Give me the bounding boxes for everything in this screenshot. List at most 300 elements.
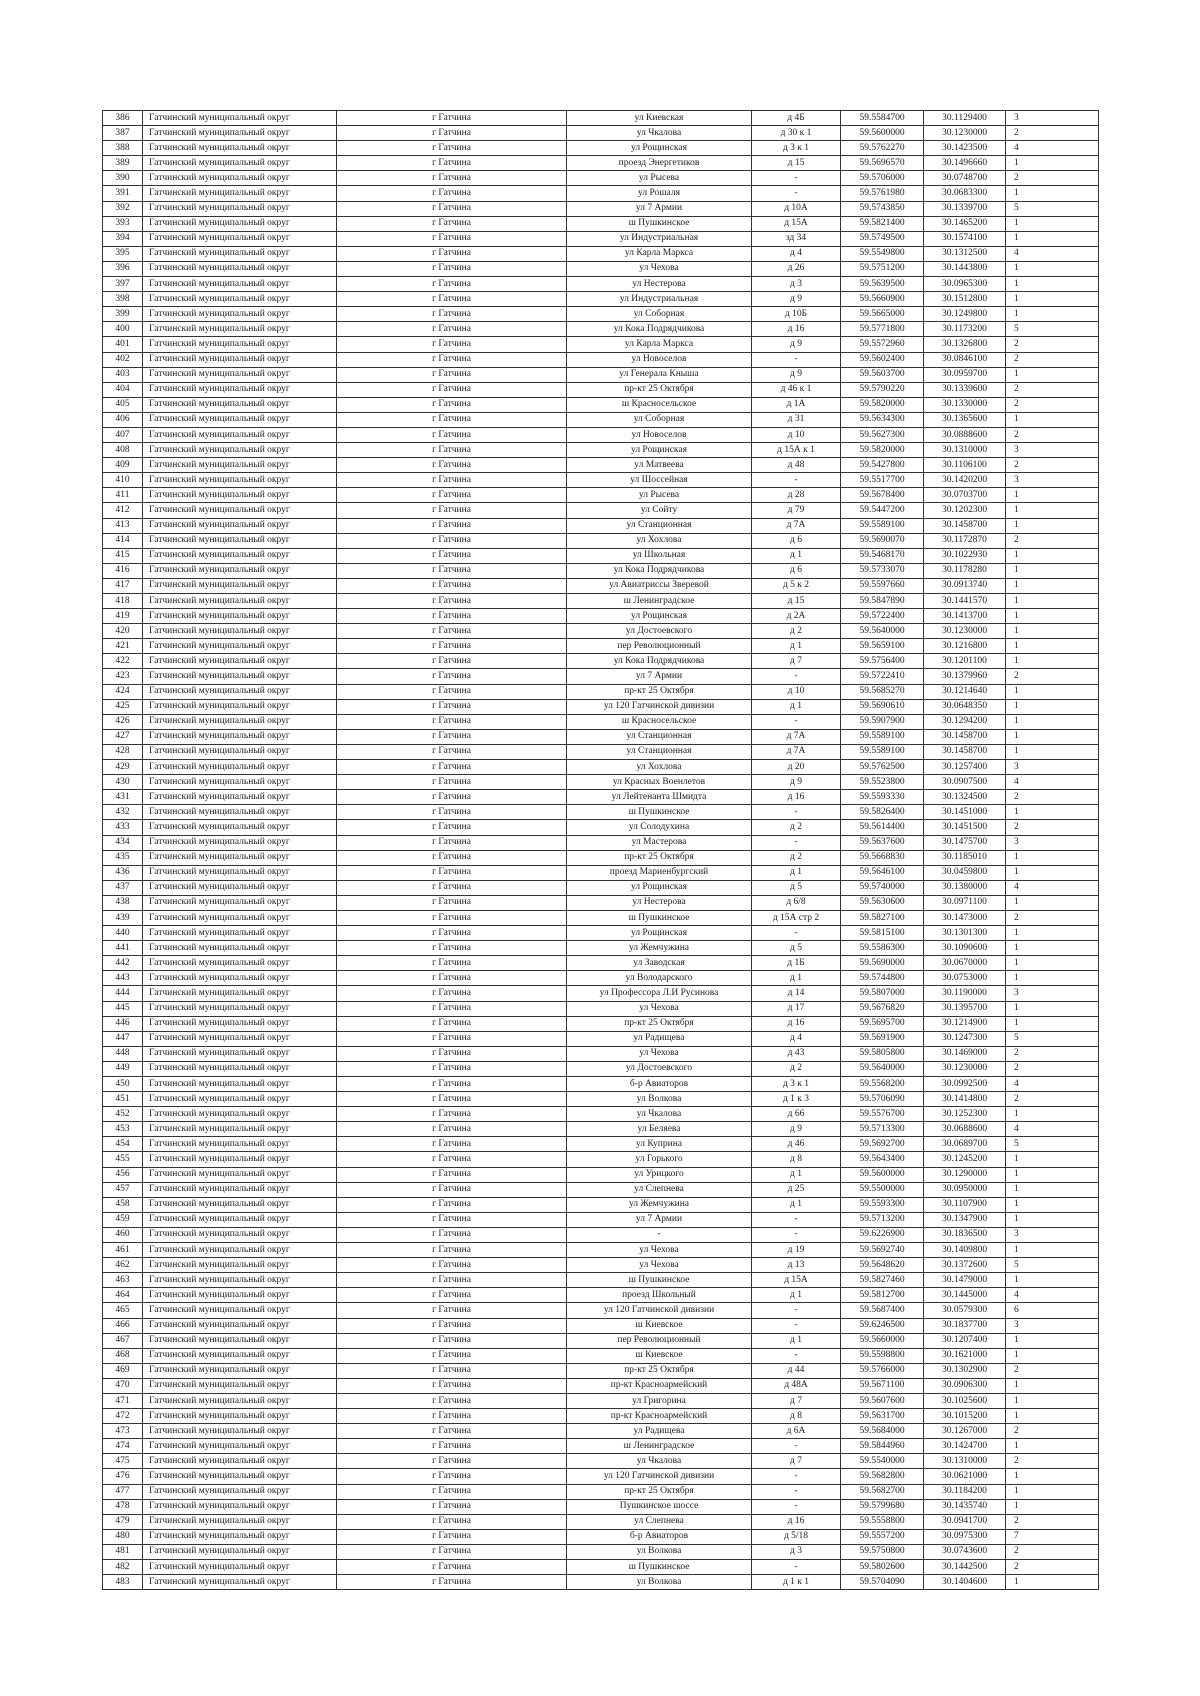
city-cell: г Гатчина xyxy=(337,443,567,458)
street-cell: ш Киевское xyxy=(567,1348,752,1363)
latitude-cell: 59.5690070 xyxy=(841,533,924,548)
house-cell: д 4 xyxy=(752,246,841,261)
row-number: 397 xyxy=(103,277,143,292)
city-cell: г Гатчина xyxy=(337,1393,567,1408)
count-cell: 5 xyxy=(1006,1258,1099,1273)
row-number: 395 xyxy=(103,246,143,261)
street-cell: ул Соборная xyxy=(567,412,752,427)
district-cell: Гатчинский муниципальный округ xyxy=(143,986,337,1001)
district-cell: Гатчинский муниципальный округ xyxy=(143,322,337,337)
district-cell: Гатчинский муниципальный округ xyxy=(143,563,337,578)
house-cell: д 8 xyxy=(752,1152,841,1167)
count-cell: 2 xyxy=(1006,1514,1099,1529)
table-row xyxy=(103,760,1099,775)
table-row xyxy=(103,141,1099,156)
latitude-cell: 59.5468170 xyxy=(841,548,924,563)
district-cell: Гатчинский муниципальный округ xyxy=(143,880,337,895)
latitude-cell: 59.5568200 xyxy=(841,1077,924,1092)
house-cell: д 7 xyxy=(752,1393,841,1408)
latitude-cell: 59.5815100 xyxy=(841,926,924,941)
house-cell: - xyxy=(752,714,841,729)
row-number: 463 xyxy=(103,1273,143,1288)
city-cell: г Гатчина xyxy=(337,352,567,367)
longitude-cell: 30.0992500 xyxy=(924,1077,1006,1092)
street-cell: ул Хохлова xyxy=(567,533,752,548)
street-cell: - xyxy=(567,1227,752,1242)
latitude-cell: 59.5640000 xyxy=(841,624,924,639)
longitude-cell: 30.0888600 xyxy=(924,427,1006,442)
table-row xyxy=(103,1454,1099,1469)
district-cell: Гатчинский муниципальный округ xyxy=(143,367,337,382)
street-cell: ул Рошаля xyxy=(567,186,752,201)
city-cell: г Гатчина xyxy=(337,926,567,941)
street-cell: ш Пушкинское xyxy=(567,805,752,820)
house-cell: д 19 xyxy=(752,1243,841,1258)
city-cell: г Гатчина xyxy=(337,729,567,744)
city-cell: г Гатчина xyxy=(337,171,567,186)
city-cell: г Гатчина xyxy=(337,760,567,775)
table-row xyxy=(103,186,1099,201)
count-cell: 5 xyxy=(1006,322,1099,337)
row-number: 406 xyxy=(103,412,143,427)
latitude-cell: 59.5600000 xyxy=(841,1167,924,1182)
latitude-cell: 59.5671100 xyxy=(841,1378,924,1393)
latitude-cell: 59.5847890 xyxy=(841,594,924,609)
district-cell: Гатчинский муниципальный округ xyxy=(143,1484,337,1499)
house-cell: д 79 xyxy=(752,503,841,518)
latitude-cell: 59.5771800 xyxy=(841,322,924,337)
longitude-cell: 30.0648350 xyxy=(924,699,1006,714)
count-cell: 1 xyxy=(1006,1393,1099,1408)
table-row xyxy=(103,1258,1099,1273)
table-body xyxy=(103,111,1099,1590)
table-row xyxy=(103,1227,1099,1242)
city-cell: г Гатчина xyxy=(337,277,567,292)
district-cell: Гатчинский муниципальный округ xyxy=(143,1046,337,1061)
row-number: 467 xyxy=(103,1333,143,1348)
district-cell: Гатчинский муниципальный округ xyxy=(143,1469,337,1484)
district-cell: Гатчинский муниципальный округ xyxy=(143,624,337,639)
latitude-cell: 59.5597660 xyxy=(841,578,924,593)
street-cell: ул Володарского xyxy=(567,971,752,986)
row-number: 480 xyxy=(103,1529,143,1544)
count-cell: 1 xyxy=(1006,1484,1099,1499)
latitude-cell: 59.5807000 xyxy=(841,986,924,1001)
street-cell: ул Рощинская xyxy=(567,443,752,458)
city-cell: г Гатчина xyxy=(337,941,567,956)
count-cell: 2 xyxy=(1006,910,1099,925)
district-cell: Гатчинский муниципальный округ xyxy=(143,201,337,216)
latitude-cell: 59.5593300 xyxy=(841,1197,924,1212)
house-cell: д 13 xyxy=(752,1258,841,1273)
house-cell: д 28 xyxy=(752,488,841,503)
longitude-cell: 30.1473000 xyxy=(924,910,1006,925)
table-row xyxy=(103,1544,1099,1559)
district-cell: Гатчинский муниципальный округ xyxy=(143,971,337,986)
count-cell: 1 xyxy=(1006,412,1099,427)
district-cell: Гатчинский муниципальный округ xyxy=(143,594,337,609)
longitude-cell: 30.1347900 xyxy=(924,1212,1006,1227)
district-cell: Гатчинский муниципальный округ xyxy=(143,1152,337,1167)
street-cell: б-р Авиаторов xyxy=(567,1077,752,1092)
count-cell: 3 xyxy=(1006,835,1099,850)
row-number: 402 xyxy=(103,352,143,367)
table-row xyxy=(103,699,1099,714)
house-cell: - xyxy=(752,1499,841,1514)
district-cell: Гатчинский муниципальный округ xyxy=(143,1499,337,1514)
house-cell: - xyxy=(752,1227,841,1242)
house-cell: д 6/8 xyxy=(752,895,841,910)
street-cell: проезд Школьный xyxy=(567,1288,752,1303)
district-cell: Гатчинский муниципальный округ xyxy=(143,729,337,744)
table-row xyxy=(103,1424,1099,1439)
latitude-cell: 59.5827460 xyxy=(841,1273,924,1288)
district-cell: Гатчинский муниципальный округ xyxy=(143,1107,337,1122)
row-number: 481 xyxy=(103,1544,143,1559)
district-cell: Гатчинский муниципальный округ xyxy=(143,352,337,367)
row-number: 446 xyxy=(103,1016,143,1031)
street-cell: ул Индустриальная xyxy=(567,292,752,307)
longitude-cell: 30.1310000 xyxy=(924,1454,1006,1469)
row-number: 416 xyxy=(103,563,143,578)
longitude-cell: 30.1458700 xyxy=(924,518,1006,533)
district-cell: Гатчинский муниципальный округ xyxy=(143,1288,337,1303)
longitude-cell: 30.1324500 xyxy=(924,790,1006,805)
table-row xyxy=(103,941,1099,956)
table-row xyxy=(103,1212,1099,1227)
row-number: 447 xyxy=(103,1031,143,1046)
latitude-cell: 59.5685270 xyxy=(841,684,924,699)
table-row xyxy=(103,1182,1099,1197)
longitude-cell: 30.0579300 xyxy=(924,1303,1006,1318)
longitude-cell: 30.1302900 xyxy=(924,1363,1006,1378)
city-cell: г Гатчина xyxy=(337,1107,567,1122)
longitude-cell: 30.1214640 xyxy=(924,684,1006,699)
district-cell: Гатчинский муниципальный округ xyxy=(143,156,337,171)
city-cell: г Гатчина xyxy=(337,216,567,231)
district-cell: Гатчинский муниципальный округ xyxy=(143,261,337,276)
city-cell: г Гатчина xyxy=(337,412,567,427)
count-cell: 4 xyxy=(1006,246,1099,261)
table-row xyxy=(103,1031,1099,1046)
latitude-cell: 59.5704090 xyxy=(841,1575,924,1590)
city-cell: г Гатчина xyxy=(337,865,567,880)
house-cell: д 15 xyxy=(752,156,841,171)
house-cell: д 10 xyxy=(752,684,841,699)
count-cell: 1 xyxy=(1006,1152,1099,1167)
row-number: 404 xyxy=(103,382,143,397)
city-cell: г Гатчина xyxy=(337,699,567,714)
table-row xyxy=(103,171,1099,186)
table-row xyxy=(103,639,1099,654)
street-cell: ш Пушкинское xyxy=(567,1560,752,1575)
street-cell: ул Карла Маркса xyxy=(567,246,752,261)
house-cell: д 9 xyxy=(752,775,841,790)
house-cell: д 26 xyxy=(752,261,841,276)
district-cell: Гатчинский муниципальный округ xyxy=(143,1227,337,1242)
latitude-cell: 59.5427800 xyxy=(841,458,924,473)
house-cell: д 31 xyxy=(752,412,841,427)
city-cell: г Гатчина xyxy=(337,1378,567,1393)
city-cell: г Гатчина xyxy=(337,1137,567,1152)
district-cell: Гатчинский муниципальный округ xyxy=(143,533,337,548)
district-cell: Гатчинский муниципальный округ xyxy=(143,1409,337,1424)
longitude-cell: 30.1339600 xyxy=(924,382,1006,397)
house-cell: зд 34 xyxy=(752,231,841,246)
count-cell: 1 xyxy=(1006,1107,1099,1122)
row-number: 391 xyxy=(103,186,143,201)
table-row xyxy=(103,971,1099,986)
latitude-cell: 59.5826400 xyxy=(841,805,924,820)
count-cell: 2 xyxy=(1006,382,1099,397)
street-cell: ш Ленинградское xyxy=(567,594,752,609)
table-row xyxy=(103,126,1099,141)
count-cell: 4 xyxy=(1006,141,1099,156)
row-number: 417 xyxy=(103,578,143,593)
row-number: 456 xyxy=(103,1167,143,1182)
city-cell: г Гатчина xyxy=(337,246,567,261)
count-cell: 5 xyxy=(1006,1031,1099,1046)
latitude-cell: 59.5500000 xyxy=(841,1182,924,1197)
street-cell: ш Киевское xyxy=(567,1318,752,1333)
longitude-cell: 30.1512800 xyxy=(924,292,1006,307)
house-cell: д 7 xyxy=(752,1454,841,1469)
table-row xyxy=(103,1273,1099,1288)
latitude-cell: 59.5751200 xyxy=(841,261,924,276)
house-cell: д 15А xyxy=(752,1273,841,1288)
row-number: 442 xyxy=(103,956,143,971)
latitude-cell: 59.5648620 xyxy=(841,1258,924,1273)
latitude-cell: 59.5639500 xyxy=(841,277,924,292)
table-row xyxy=(103,1499,1099,1514)
district-cell: Гатчинский муниципальный округ xyxy=(143,292,337,307)
house-cell: д 48 xyxy=(752,458,841,473)
longitude-cell: 30.1249800 xyxy=(924,307,1006,322)
longitude-cell: 30.1257400 xyxy=(924,760,1006,775)
city-cell: г Гатчина xyxy=(337,382,567,397)
street-cell: ул Рощинская xyxy=(567,609,752,624)
city-cell: г Гатчина xyxy=(337,307,567,322)
longitude-cell: 30.0753000 xyxy=(924,971,1006,986)
street-cell: ул Школьная xyxy=(567,548,752,563)
longitude-cell: 30.1475700 xyxy=(924,835,1006,850)
count-cell: 1 xyxy=(1006,1243,1099,1258)
latitude-cell: 59.5690000 xyxy=(841,956,924,971)
city-cell: г Гатчина xyxy=(337,427,567,442)
district-cell: Гатчинский муниципальный округ xyxy=(143,850,337,865)
row-number: 396 xyxy=(103,261,143,276)
street-cell: Пушкинское шоссе xyxy=(567,1499,752,1514)
house-cell: - xyxy=(752,1484,841,1499)
house-cell: д 2 xyxy=(752,850,841,865)
row-number: 388 xyxy=(103,141,143,156)
longitude-cell: 30.1451000 xyxy=(924,805,1006,820)
count-cell: 2 xyxy=(1006,790,1099,805)
longitude-cell: 30.1465200 xyxy=(924,216,1006,231)
latitude-cell: 59.5756400 xyxy=(841,654,924,669)
latitude-cell: 59.5682700 xyxy=(841,1484,924,1499)
house-cell: д 5/18 xyxy=(752,1529,841,1544)
longitude-cell: 30.1479000 xyxy=(924,1273,1006,1288)
house-cell: д 10Б xyxy=(752,307,841,322)
table-row xyxy=(103,835,1099,850)
longitude-cell: 30.1207400 xyxy=(924,1333,1006,1348)
row-number: 429 xyxy=(103,760,143,775)
city-cell: г Гатчина xyxy=(337,473,567,488)
table-row xyxy=(103,775,1099,790)
district-cell: Гатчинский муниципальный округ xyxy=(143,1439,337,1454)
city-cell: г Гатчина xyxy=(337,1046,567,1061)
table-row xyxy=(103,488,1099,503)
table-row xyxy=(103,1288,1099,1303)
count-cell: 2 xyxy=(1006,1544,1099,1559)
street-cell: ул Волкова xyxy=(567,1575,752,1590)
street-cell: ул Матвеева xyxy=(567,458,752,473)
table-row xyxy=(103,624,1099,639)
count-cell: 3 xyxy=(1006,1318,1099,1333)
street-cell: ул Индустриальная xyxy=(567,231,752,246)
count-cell: 1 xyxy=(1006,729,1099,744)
street-cell: пр-кт 25 Октября xyxy=(567,850,752,865)
longitude-cell: 30.1458700 xyxy=(924,729,1006,744)
address-table xyxy=(102,110,1099,1590)
longitude-cell: 30.1496660 xyxy=(924,156,1006,171)
city-cell: г Гатчина xyxy=(337,1348,567,1363)
row-number: 389 xyxy=(103,156,143,171)
table-row xyxy=(103,1514,1099,1529)
street-cell: ул Рысева xyxy=(567,171,752,186)
row-number: 407 xyxy=(103,427,143,442)
house-cell: - xyxy=(752,1318,841,1333)
table-row xyxy=(103,1137,1099,1152)
row-number: 453 xyxy=(103,1122,143,1137)
latitude-cell: 59.5733070 xyxy=(841,563,924,578)
row-number: 390 xyxy=(103,171,143,186)
table-row xyxy=(103,427,1099,442)
count-cell: 1 xyxy=(1006,488,1099,503)
house-cell: д 9 xyxy=(752,292,841,307)
district-cell: Гатчинский муниципальный округ xyxy=(143,1378,337,1393)
city-cell: г Гатчина xyxy=(337,1333,567,1348)
house-cell: д 6А xyxy=(752,1424,841,1439)
city-cell: г Гатчина xyxy=(337,1001,567,1016)
count-cell: 2 xyxy=(1006,458,1099,473)
city-cell: г Гатчина xyxy=(337,1288,567,1303)
house-cell: - xyxy=(752,835,841,850)
table-row xyxy=(103,1046,1099,1061)
house-cell: д 6 xyxy=(752,533,841,548)
city-cell: г Гатчина xyxy=(337,367,567,382)
row-number: 476 xyxy=(103,1469,143,1484)
table-row xyxy=(103,1575,1099,1590)
street-cell: ш Красносельское xyxy=(567,714,752,729)
longitude-cell: 30.1290000 xyxy=(924,1167,1006,1182)
count-cell: 3 xyxy=(1006,760,1099,775)
city-cell: г Гатчина xyxy=(337,1212,567,1227)
latitude-cell: 59.5589100 xyxy=(841,744,924,759)
street-cell: ул Беляева xyxy=(567,1122,752,1137)
table-row xyxy=(103,1318,1099,1333)
street-cell: ул Чкалова xyxy=(567,1107,752,1122)
longitude-cell: 30.1326800 xyxy=(924,337,1006,352)
house-cell: д 15 xyxy=(752,594,841,609)
row-number: 394 xyxy=(103,231,143,246)
latitude-cell: 59.5637600 xyxy=(841,835,924,850)
longitude-cell: 30.1185010 xyxy=(924,850,1006,865)
street-cell: ул Рощинская xyxy=(567,926,752,941)
district-cell: Гатчинский муниципальный округ xyxy=(143,1243,337,1258)
longitude-cell: 30.1445000 xyxy=(924,1288,1006,1303)
street-cell: ул Киевская xyxy=(567,111,752,126)
longitude-cell: 30.1423500 xyxy=(924,141,1006,156)
row-number: 482 xyxy=(103,1560,143,1575)
house-cell: д 7 xyxy=(752,654,841,669)
street-cell: ул 120 Гатчинской дивизии xyxy=(567,1469,752,1484)
row-number: 398 xyxy=(103,292,143,307)
latitude-cell: 59.5627300 xyxy=(841,427,924,442)
longitude-cell: 30.1372600 xyxy=(924,1258,1006,1273)
longitude-cell: 30.1201100 xyxy=(924,654,1006,669)
longitude-cell: 30.1301300 xyxy=(924,926,1006,941)
house-cell: д 7А xyxy=(752,744,841,759)
table-row xyxy=(103,1484,1099,1499)
table-row xyxy=(103,473,1099,488)
latitude-cell: 59.5706000 xyxy=(841,171,924,186)
house-cell: д 16 xyxy=(752,322,841,337)
row-number: 439 xyxy=(103,910,143,925)
city-cell: г Гатчина xyxy=(337,790,567,805)
count-cell: 1 xyxy=(1006,578,1099,593)
district-cell: Гатчинский муниципальный округ xyxy=(143,1258,337,1273)
count-cell: 3 xyxy=(1006,443,1099,458)
count-cell: 1 xyxy=(1006,654,1099,669)
district-cell: Гатчинский муниципальный округ xyxy=(143,895,337,910)
row-number: 427 xyxy=(103,729,143,744)
latitude-cell: 59.5646100 xyxy=(841,865,924,880)
street-cell: проезд Энергетиков xyxy=(567,156,752,171)
table-row xyxy=(103,337,1099,352)
row-number: 452 xyxy=(103,1107,143,1122)
table-row xyxy=(103,307,1099,322)
district-cell: Гатчинский муниципальный округ xyxy=(143,307,337,322)
row-number: 438 xyxy=(103,895,143,910)
street-cell: ул Карла Маркса xyxy=(567,337,752,352)
longitude-cell: 30.1413700 xyxy=(924,609,1006,624)
city-cell: г Гатчина xyxy=(337,639,567,654)
count-cell: 1 xyxy=(1006,307,1099,322)
row-number: 440 xyxy=(103,926,143,941)
row-number: 431 xyxy=(103,790,143,805)
district-cell: Гатчинский муниципальный округ xyxy=(143,1182,337,1197)
count-cell: 2 xyxy=(1006,397,1099,412)
street-cell: пр-кт 25 Октября xyxy=(567,684,752,699)
district-cell: Гатчинский муниципальный округ xyxy=(143,1122,337,1137)
city-cell: г Гатчина xyxy=(337,1575,567,1590)
district-cell: Гатчинский муниципальный округ xyxy=(143,1197,337,1212)
street-cell: ул Чкалова xyxy=(567,126,752,141)
row-number: 472 xyxy=(103,1409,143,1424)
latitude-cell: 59.5802600 xyxy=(841,1560,924,1575)
city-cell: г Гатчина xyxy=(337,654,567,669)
row-number: 483 xyxy=(103,1575,143,1590)
latitude-cell: 59.5907900 xyxy=(841,714,924,729)
street-cell: ул Волкова xyxy=(567,1544,752,1559)
city-cell: г Гатчина xyxy=(337,956,567,971)
district-cell: Гатчинский муниципальный округ xyxy=(143,639,337,654)
house-cell: д 30 к 1 xyxy=(752,126,841,141)
row-number: 445 xyxy=(103,1001,143,1016)
latitude-cell: 59.5696570 xyxy=(841,156,924,171)
